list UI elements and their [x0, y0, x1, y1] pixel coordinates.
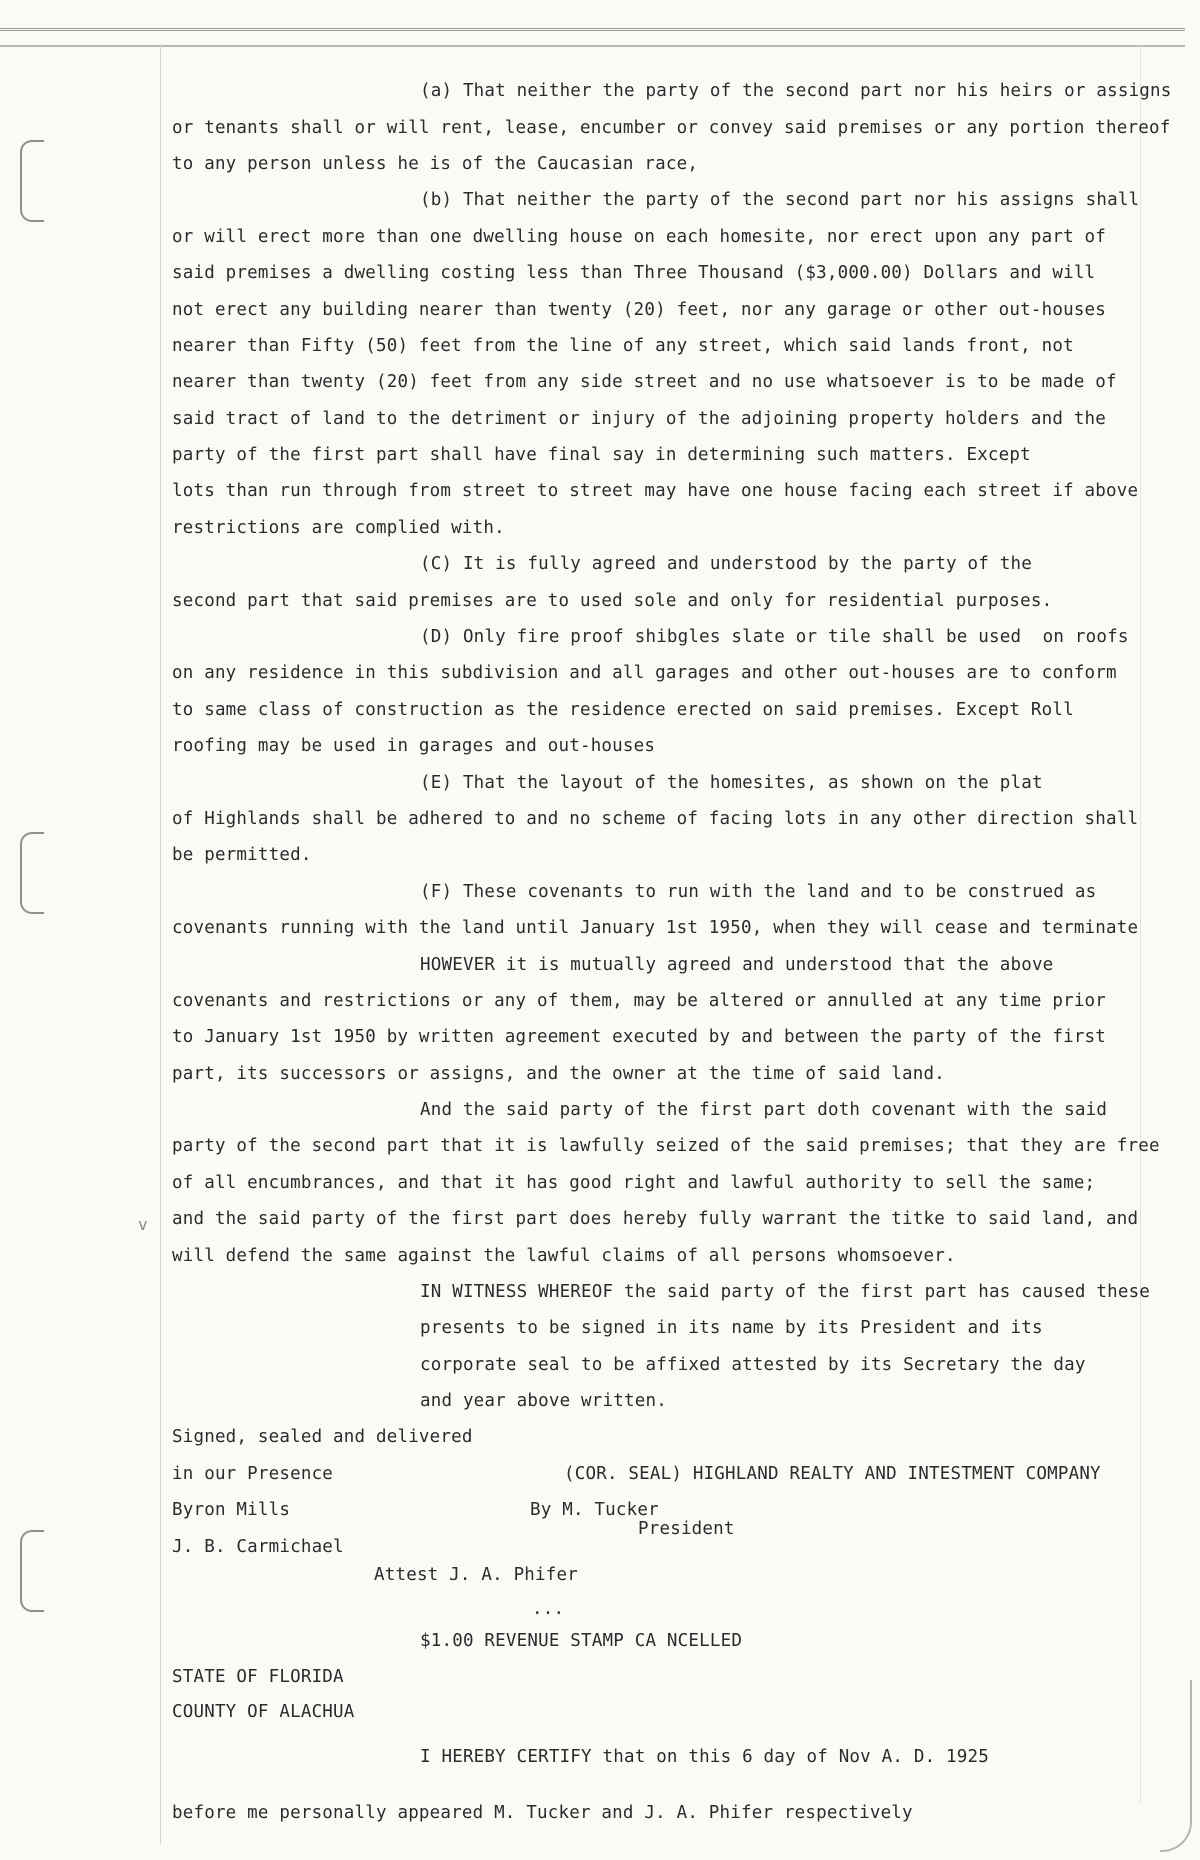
text-line: or tenants shall or will rent, lease, encumber or convey said premises or any portion thereof	[172, 118, 1171, 138]
binder-hole-bottom	[20, 1530, 44, 1612]
text-line: and year above written.	[420, 1391, 667, 1411]
text-line: said premises a dwelling costing less than Three Thousand ($3,000.00) Dollars and will	[172, 263, 1096, 283]
text-line: second part that said premises are to used sole and only for residential purposes.	[172, 591, 1053, 611]
text-line: of Highlands shall be adhered to and no scheme of facing lots in any other direction shall	[172, 809, 1139, 829]
text-line: restrictions are complied with.	[172, 518, 505, 538]
text-line: party of the first part shall have final say in determining such matters. Except	[172, 445, 1031, 465]
text-line: (F) These covenants to run with the land and to be construed as	[420, 882, 1097, 902]
text-line: IN WITNESS WHEREOF the said party of the first part has caused these	[420, 1282, 1151, 1302]
text-line: (a) That neither the party of the second part nor his heirs or assigns	[420, 81, 1172, 101]
text-line: nearer than twenty (20) feet from any side street and no use whatsoever is to be made of	[172, 372, 1117, 392]
revenue-stamp-note: $1.00 REVENUE STAMP CA NCELLED	[420, 1631, 743, 1651]
text-line: (C) It is fully agreed and understood by the party of the	[420, 554, 1032, 574]
text-line: to any person unless he is of the Caucasian race,	[172, 154, 699, 174]
text-line: party of the second part that it is lawfully seized of the said premises; that they are free	[172, 1136, 1160, 1156]
text-line: presents to be signed in its name by its President and its	[420, 1318, 1043, 1338]
signed-label: Signed, sealed and delivered	[172, 1427, 473, 1447]
county-heading: COUNTY OF ALACHUA	[172, 1702, 355, 1722]
text-line: will defend the same against the lawful claims of all persons whomsoever.	[172, 1246, 956, 1266]
text-line: of all encumbrances, and that it has good right and lawful authority to sell the same;	[172, 1173, 1096, 1193]
text-line: corporate seal to be affixed attested by its Secretary the day	[420, 1355, 1086, 1375]
presence-label: in our Presence	[172, 1464, 334, 1484]
page-edge-curl	[1160, 1680, 1192, 1852]
ellipsis: ...	[532, 1599, 565, 1619]
text-line: on any residence in this subdivision and all garages and other out-houses are to conform	[172, 663, 1117, 683]
text-line: lots than run through from street to street may have one house facing each street if above	[172, 481, 1139, 501]
text-line: roofing may be used in garages and out-houses	[172, 736, 656, 756]
appeared-line: before me personally appeared M. Tucker and J. A. Phifer respectively	[172, 1803, 913, 1823]
signatory-name: By M. Tucker	[530, 1500, 659, 1520]
top-border	[0, 28, 1185, 47]
text-line: or will erect more than one dwelling house on each homesite, nor erect upon any part of	[172, 227, 1107, 247]
margin-check-mark: v	[138, 1215, 148, 1234]
witness-name: J. B. Carmichael	[172, 1537, 344, 1557]
text-line: (D) Only fire proof shibgles slate or tile shall be used on roofs	[420, 627, 1129, 647]
corporate-seal-line: (COR. SEAL) HIGHLAND REALTY AND INTESTMENT COMPANY	[564, 1464, 1101, 1484]
text-line: part, its successors or assigns, and the owner at the time of said land.	[172, 1064, 945, 1084]
text-line: (E) That the layout of the homesites, as shown on the plat	[420, 773, 1043, 793]
text-line: nearer than Fifty (50) feet from the line of any street, which said lands front, not	[172, 336, 1074, 356]
attest-line: Attest J. A. Phifer	[374, 1565, 578, 1585]
right-margin-rule	[1140, 44, 1141, 1804]
witness-name: Byron Mills	[172, 1500, 291, 1520]
text-line: And the said party of the first part doth covenant with the said	[420, 1100, 1108, 1120]
text-line: to same class of construction as the residence erected on said premises. Except Roll	[172, 700, 1074, 720]
signatory-title: President	[638, 1519, 735, 1539]
left-margin-rule	[160, 44, 161, 1844]
text-line: covenants and restrictions or any of them, may be altered or annulled at any time prior	[172, 991, 1107, 1011]
binder-hole-middle	[20, 832, 44, 914]
text-line: covenants running with the land until January 1st 1950, when they will cease and terminate	[172, 918, 1139, 938]
text-line: not erect any building nearer than twenty (20) feet, nor any garage or other out-houses	[172, 300, 1107, 320]
text-line: to January 1st 1950 by written agreement executed by and between the party of the first	[172, 1027, 1107, 1047]
text-line: and the said party of the first part does hereby fully warrant the titke to said land, and	[172, 1209, 1139, 1229]
certify-line: I HEREBY CERTIFY that on this 6 day of Nov A. D. 1925	[420, 1747, 990, 1767]
state-heading: STATE OF FLORIDA	[172, 1667, 344, 1687]
text-line: HOWEVER it is mutually agreed and understood that the above	[420, 955, 1054, 975]
text-line: said tract of land to the detriment or injury of the adjoining property holders and the	[172, 409, 1107, 429]
binder-hole-top	[20, 140, 44, 222]
text-line: be permitted.	[172, 845, 312, 865]
text-line: (b) That neither the party of the second part nor his assigns shall	[420, 190, 1140, 210]
